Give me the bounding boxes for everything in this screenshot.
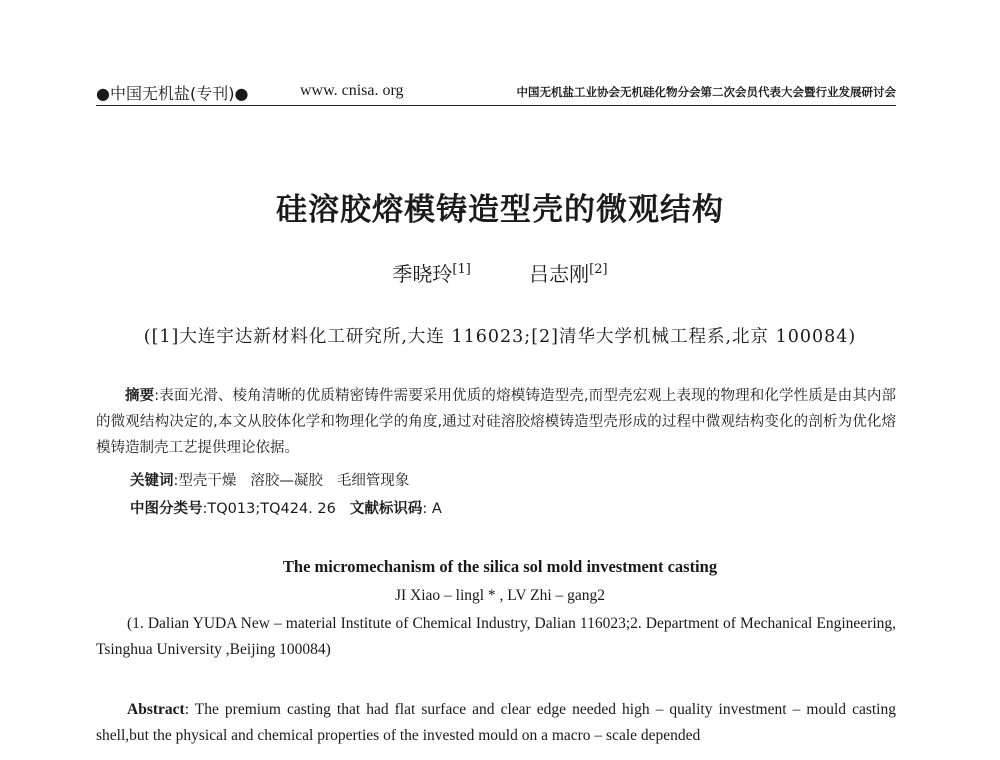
keywords-cn bbox=[130, 469, 409, 490]
author-name: 吕志刚 bbox=[529, 262, 590, 286]
affiliation-en: (1. Dalian YUDA New – material Institute of Chemical Industry, Dalian 116023;2. Department of Mechanical Engineering, Tsinghua University ,Beijing 100084) bbox=[96, 615, 896, 658]
classification-label: 中图分类号 bbox=[130, 501, 203, 517]
abstract-cn bbox=[96, 383, 896, 461]
affiliation-cn: ([1]大连宇达新材料化工研究所,大连 116023;[2]清华大学机械工程系,北京 100084) bbox=[143, 327, 857, 347]
paper-title-en: The micromechanism of the silica sol mold investment casting bbox=[282, 557, 718, 576]
classification-value: :TQ013;TQ424. 26 bbox=[202, 501, 336, 517]
abstract-label-en: Abstract bbox=[127, 701, 185, 718]
classification-cn bbox=[130, 497, 442, 518]
keywords-label: 关键词 bbox=[130, 473, 174, 489]
doc-code-label: 文献标识码 bbox=[349, 501, 423, 517]
abstract-text-cn: :表面光滑、棱角清晰的优质精密铸件需要采用优质的熔模铸造型壳,而型壳宏观上表现的物理和化学性质是由其内部的微观结构决定的,本文从胶体化学和物理化学的角度,通过对硅溶胶熔模铸造型壳形成的过程中微观结构变化的剖析为优化熔模铸造制壳工艺提供理论依据。 bbox=[96, 388, 897, 456]
header-rule bbox=[96, 105, 896, 106]
journal-name: ●中国无机盐(专刊)● bbox=[96, 84, 249, 103]
abstract-text-en: : The premium casting that had flat surface and clear edge needed high – quality investment – mould casting shell,but the physical and chemical properties of the invested mould on a macro – scale depended bbox=[96, 701, 896, 744]
author-ref: [2] bbox=[589, 262, 608, 277]
abstract-en bbox=[96, 697, 896, 749]
paper-title-cn: 硅溶胶熔模铸造型壳的微观结构 bbox=[276, 192, 724, 228]
author-cn bbox=[529, 262, 607, 286]
author-ref: [1] bbox=[452, 262, 471, 277]
journal-url[interactable]: www. cnisa. org bbox=[300, 82, 404, 99]
author-name: 季晓玲 bbox=[392, 262, 453, 286]
author-list-cn bbox=[0, 258, 1000, 287]
author-list-en: JI Xiao – lingl * , LV Zhi – gang2 bbox=[394, 587, 606, 604]
keyword-item: 溶胶—凝胶 bbox=[250, 473, 323, 489]
conference-name: 中国无机盐工业协会无机硅化物分会第二次会员代表大会暨行业发展研讨会 bbox=[516, 85, 896, 99]
abstract-label-cn: 摘要 bbox=[125, 388, 155, 404]
keyword-item: 毛细管现象 bbox=[336, 473, 410, 489]
running-header bbox=[96, 80, 896, 106]
author-cn bbox=[392, 262, 470, 286]
keyword-item: :型壳干燥 bbox=[173, 473, 237, 489]
doc-code-value: : A bbox=[422, 501, 442, 517]
